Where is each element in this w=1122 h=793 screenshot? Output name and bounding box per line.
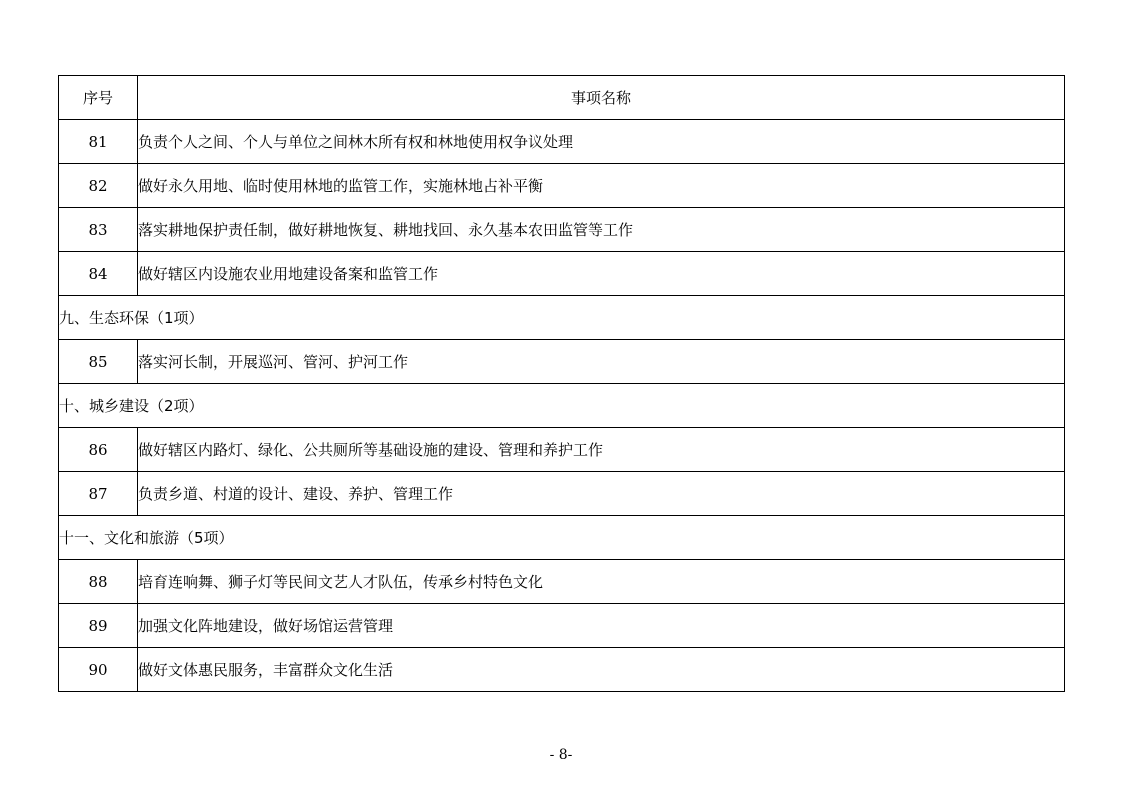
table-row [59,120,1065,164]
table-row [59,164,1065,208]
table-row [59,604,1065,648]
item-number: 89 [59,604,138,648]
item-number: 85 [59,340,138,384]
item-number: 86 [59,428,138,472]
column-header-number: 序号 [59,76,138,120]
item-name: 做好永久用地、临时使用林地的监管工作，实施林地占补平衡 [138,164,1065,208]
section-title: 十、城乡建设（2项） [59,384,1065,428]
item-number: 81 [59,120,138,164]
items-table [58,75,1065,692]
column-header-name: 事项名称 [138,76,1065,120]
table-header-row [59,76,1065,120]
table-row [59,648,1065,692]
item-number: 84 [59,252,138,296]
item-name: 做好文体惠民服务，丰富群众文化生活 [138,648,1065,692]
item-name: 做好辖区内路灯、绿化、公共厕所等基础设施的建设、管理和养护工作 [138,428,1065,472]
item-name: 做好辖区内设施农业用地建设备案和监管工作 [138,252,1065,296]
item-name: 落实耕地保护责任制，做好耕地恢复、耕地找回、永久基本农田监管等工作 [138,208,1065,252]
section-header-row [59,516,1065,560]
item-name: 负责乡道、村道的设计、建设、养护、管理工作 [138,472,1065,516]
section-header-row [59,384,1065,428]
table-row [59,472,1065,516]
section-title: 九、生态环保（1项） [59,296,1065,340]
table-body [59,120,1065,692]
item-number: 88 [59,560,138,604]
table-row [59,428,1065,472]
item-name: 培育连响舞、狮子灯等民间文艺人才队伍，传承乡村特色文化 [138,560,1065,604]
table-row [59,560,1065,604]
table-row [59,340,1065,384]
item-name: 加强文化阵地建设，做好场馆运营管理 [138,604,1065,648]
page-number: - 8- [549,747,573,763]
item-name: 落实河长制，开展巡河、管河、护河工作 [138,340,1065,384]
item-number: 87 [59,472,138,516]
item-name: 负责个人之间、个人与单位之间林木所有权和林地使用权争议处理 [138,120,1065,164]
item-number: 83 [59,208,138,252]
section-title: 十一、文化和旅游（5项） [59,516,1065,560]
table-row [59,208,1065,252]
item-number: 82 [59,164,138,208]
section-header-row [59,296,1065,340]
item-number: 90 [59,648,138,692]
table-row [59,252,1065,296]
